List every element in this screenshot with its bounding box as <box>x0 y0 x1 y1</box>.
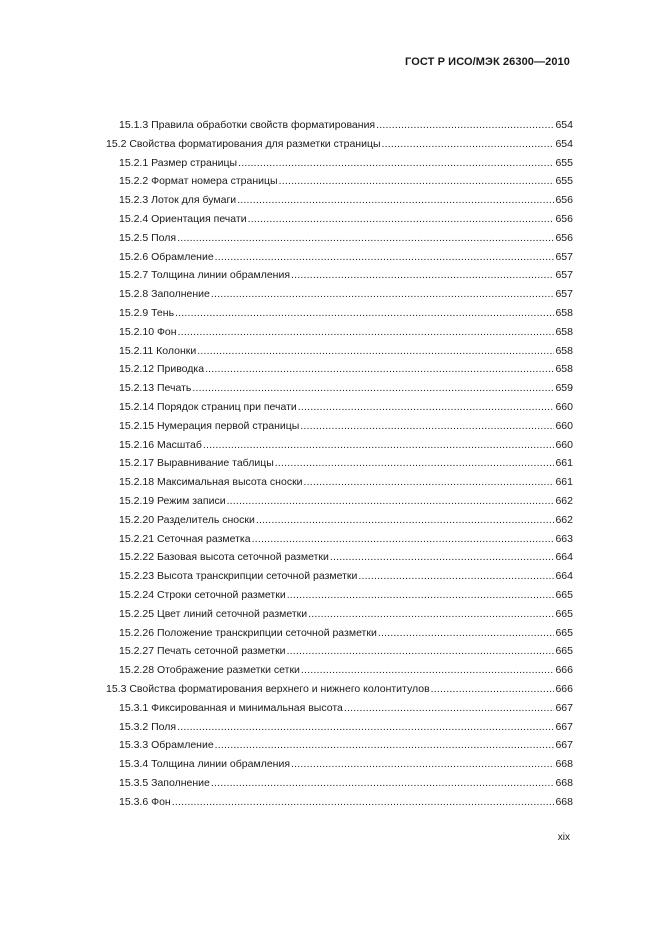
dot-leader <box>197 344 554 358</box>
toc-entry-page: 666 <box>555 682 573 695</box>
toc-entry[interactable] <box>0 588 661 607</box>
toc-entry[interactable] <box>0 250 661 269</box>
toc-entry-title: 15.3.3 Обрамление <box>119 739 214 752</box>
toc-entry-page: 656 <box>555 231 573 244</box>
toc-entry[interactable] <box>0 757 661 776</box>
toc-entry[interactable] <box>0 776 661 795</box>
dot-leader <box>275 456 555 470</box>
toc-entry-title: 15.3.4 Толщина линии обрамления <box>119 758 291 771</box>
dot-leader <box>203 438 555 452</box>
toc-entry[interactable] <box>0 287 661 306</box>
toc-entry[interactable] <box>0 193 661 212</box>
dot-leader <box>177 231 554 245</box>
toc-entry-page: 659 <box>555 382 573 395</box>
dot-leader <box>382 137 555 151</box>
toc-entry-title: 15.2.13 Печать <box>119 382 192 395</box>
toc-entry-title: 15.2.17 Выравнивание таблицы <box>119 457 274 470</box>
dot-leader <box>252 532 555 546</box>
toc-entry[interactable] <box>0 663 661 682</box>
toc-entry[interactable] <box>0 456 661 475</box>
dot-leader <box>215 738 555 752</box>
page-footer <box>0 832 570 843</box>
toc-entry-title: 15.2.7 Толщина линии обрамления <box>119 269 291 282</box>
dot-leader <box>291 757 554 771</box>
toc-entry[interactable] <box>0 532 661 551</box>
toc-entry-title: 15.2 Свойства форматирования для разметки страницы <box>106 137 381 150</box>
dot-leader <box>431 682 555 696</box>
dot-leader <box>287 644 555 658</box>
dot-leader <box>227 494 555 508</box>
toc-entry[interactable] <box>0 494 661 513</box>
toc-entry-title: 15.2.22 Базовая высота сеточной разметки <box>119 551 329 564</box>
toc-entry-title: 15.3 Свойства форматирования верхнего и нижнего колонтитулов <box>106 682 430 695</box>
toc-entry-page: 664 <box>555 551 573 564</box>
toc-entry-page: 662 <box>555 513 573 526</box>
toc-entry-title: 15.2.12 Приводка <box>119 363 205 376</box>
toc-entry-title: 15.2.2 Формат номера страницы <box>119 175 278 188</box>
document-header <box>0 56 570 68</box>
toc-entry-page: 665 <box>555 626 573 639</box>
toc-entry-page: 655 <box>555 156 573 169</box>
toc-entry[interactable] <box>0 306 661 325</box>
toc-entry-page: 655 <box>555 175 573 188</box>
dot-leader <box>330 550 555 564</box>
dot-leader <box>248 212 555 226</box>
toc-entry-title: 15.3.5 Заполнение <box>119 776 210 789</box>
dot-leader <box>358 569 554 583</box>
toc-entry[interactable] <box>0 569 661 588</box>
toc-entry[interactable] <box>0 174 661 193</box>
toc-entry-title: 15.2.18 Максимальная высота сноски <box>119 476 303 489</box>
toc-entry-page: 657 <box>555 269 573 282</box>
toc-entry-title: 15.2.5 Поля <box>119 231 177 244</box>
toc-entry-title: 15.2.19 Режим записи <box>119 494 226 507</box>
toc-entry-title: 15.2.1 Размер страницы <box>119 156 238 169</box>
toc-entry-title: 15.2.3 Лоток для бумаги <box>119 194 237 207</box>
toc-entry-title: 15.1.3 Правила обработки свойств форматирования <box>119 119 376 131</box>
toc-entry-page: 654 <box>555 119 573 131</box>
dot-leader <box>178 325 555 339</box>
toc-entry-page: 668 <box>555 776 573 789</box>
toc-entry-page: 660 <box>555 419 573 432</box>
toc-entry[interactable] <box>0 400 661 419</box>
dot-leader <box>344 701 555 715</box>
dot-leader <box>175 306 554 320</box>
toc-entry-title: 15.2.10 Фон <box>119 325 177 338</box>
toc-entry[interactable] <box>0 344 661 363</box>
toc-entry[interactable] <box>0 513 661 532</box>
toc-entry-title: 15.2.21 Сеточная разметка <box>119 532 251 545</box>
toc-entry-title: 15.2.14 Порядок страниц при печати <box>119 400 297 413</box>
toc-entry-title: 15.2.20 Разделитель сноски <box>119 513 255 526</box>
toc-entry[interactable] <box>0 738 661 757</box>
toc-entry-title: 15.3.2 Поля <box>119 720 177 733</box>
toc-entry[interactable] <box>0 362 661 381</box>
toc-entry-page: 660 <box>555 438 573 451</box>
toc-entry-title: 15.2.26 Положение транскрипции сеточной разметки <box>119 626 377 639</box>
toc-entry-page: 658 <box>555 325 573 338</box>
dot-leader <box>308 607 554 621</box>
toc-entry-title: 15.2.24 Строки сеточной разметки <box>119 588 286 601</box>
toc-entry-title: 15.2.6 Обрамление <box>119 250 214 263</box>
toc-entry[interactable] <box>0 325 661 344</box>
dot-leader <box>256 513 555 527</box>
toc-entry-page: 654 <box>555 137 573 150</box>
dot-leader <box>237 193 554 207</box>
toc-entry-page: 665 <box>555 607 573 620</box>
toc-entry[interactable] <box>0 795 661 814</box>
toc-entry[interactable] <box>0 268 661 287</box>
toc-entry-page: 667 <box>555 739 573 752</box>
toc-entry[interactable] <box>0 475 661 494</box>
dot-leader <box>211 776 555 790</box>
dot-leader <box>287 588 555 602</box>
toc-entry-page: 658 <box>555 363 573 376</box>
toc-entry[interactable] <box>0 137 661 156</box>
toc-entry[interactable] <box>0 118 661 137</box>
toc-entry[interactable] <box>0 156 661 175</box>
toc-entry-page: 667 <box>555 701 573 714</box>
toc-entry-page: 664 <box>555 570 573 583</box>
dot-leader <box>192 381 554 395</box>
dot-leader <box>304 475 555 489</box>
toc-entry-page: 663 <box>555 532 573 545</box>
dot-leader <box>300 419 554 433</box>
toc-entry-page: 668 <box>555 758 573 771</box>
toc-entry-title: 15.2.9 Тень <box>119 306 175 319</box>
toc-entry-title: 15.2.4 Ориентация печати <box>119 212 247 225</box>
toc-entry[interactable] <box>0 644 661 663</box>
toc-entry[interactable] <box>0 626 661 645</box>
toc-entry-page: 657 <box>555 288 573 301</box>
page-number: xix <box>557 832 570 843</box>
toc-entry-page: 662 <box>555 494 573 507</box>
dot-leader <box>378 626 555 640</box>
dot-leader <box>211 287 555 301</box>
toc-entry[interactable] <box>0 720 661 739</box>
toc-entry-page: 665 <box>555 645 573 658</box>
dot-leader <box>238 156 554 170</box>
dot-leader <box>291 268 554 282</box>
toc-entry-page: 657 <box>555 250 573 263</box>
toc-entry-page: 658 <box>555 344 573 357</box>
toc-entry[interactable] <box>0 607 661 626</box>
toc-entry-title: 15.2.27 Печать сеточной разметки <box>119 645 286 658</box>
toc-entry-title: 15.2.23 Высота транскрипции сеточной разметки <box>119 570 358 583</box>
toc-entry-page: 656 <box>555 194 573 207</box>
toc-entry-page: 665 <box>555 588 573 601</box>
dot-leader <box>205 362 554 376</box>
dot-leader <box>279 174 555 188</box>
toc-entry-page: 661 <box>555 457 573 470</box>
dot-leader <box>172 795 555 809</box>
toc-entry-title: 15.2.28 Отображение разметки сетки <box>119 664 300 677</box>
toc-entry-title: 15.2.8 Заполнение <box>119 288 210 301</box>
toc-entry-page: 660 <box>555 400 573 413</box>
dot-leader <box>298 400 555 414</box>
toc-entry[interactable] <box>0 212 661 231</box>
dot-leader <box>215 250 555 264</box>
toc-entry-title: 15.2.15 Нумерация первой страницы <box>119 419 300 432</box>
toc-entry-page: 668 <box>555 795 573 808</box>
toc-entry-title: 15.3.1 Фиксированная и минимальная высота <box>119 701 343 714</box>
toc-entry-page: 667 <box>555 720 573 733</box>
dot-leader <box>376 118 554 132</box>
toc-entry-page: 666 <box>555 664 573 677</box>
toc-entry[interactable] <box>0 381 661 400</box>
toc-entry-title: 15.2.25 Цвет линий сеточной разметки <box>119 607 308 620</box>
toc-entry[interactable] <box>0 419 661 438</box>
dot-leader <box>301 663 555 677</box>
dot-leader <box>177 720 554 734</box>
standard-title: ГОСТ Р ИСО/МЭК 26300—2010 <box>405 56 570 68</box>
toc-entry[interactable] <box>0 438 661 457</box>
toc-entry-title: 15.2.16 Масштаб <box>119 438 202 451</box>
toc-entry[interactable] <box>0 701 661 720</box>
toc-entry-title: 15.3.6 Фон <box>119 795 171 808</box>
toc-entry[interactable] <box>0 231 661 250</box>
toc-entry-page: 661 <box>555 476 573 489</box>
toc-entry[interactable] <box>0 682 661 701</box>
toc-entry-page: 656 <box>555 212 573 225</box>
table-of-contents <box>0 118 661 813</box>
toc-entry[interactable] <box>0 550 661 569</box>
toc-entry-title: 15.2.11 Колонки <box>119 344 197 357</box>
toc-entry-page: 658 <box>555 306 573 319</box>
